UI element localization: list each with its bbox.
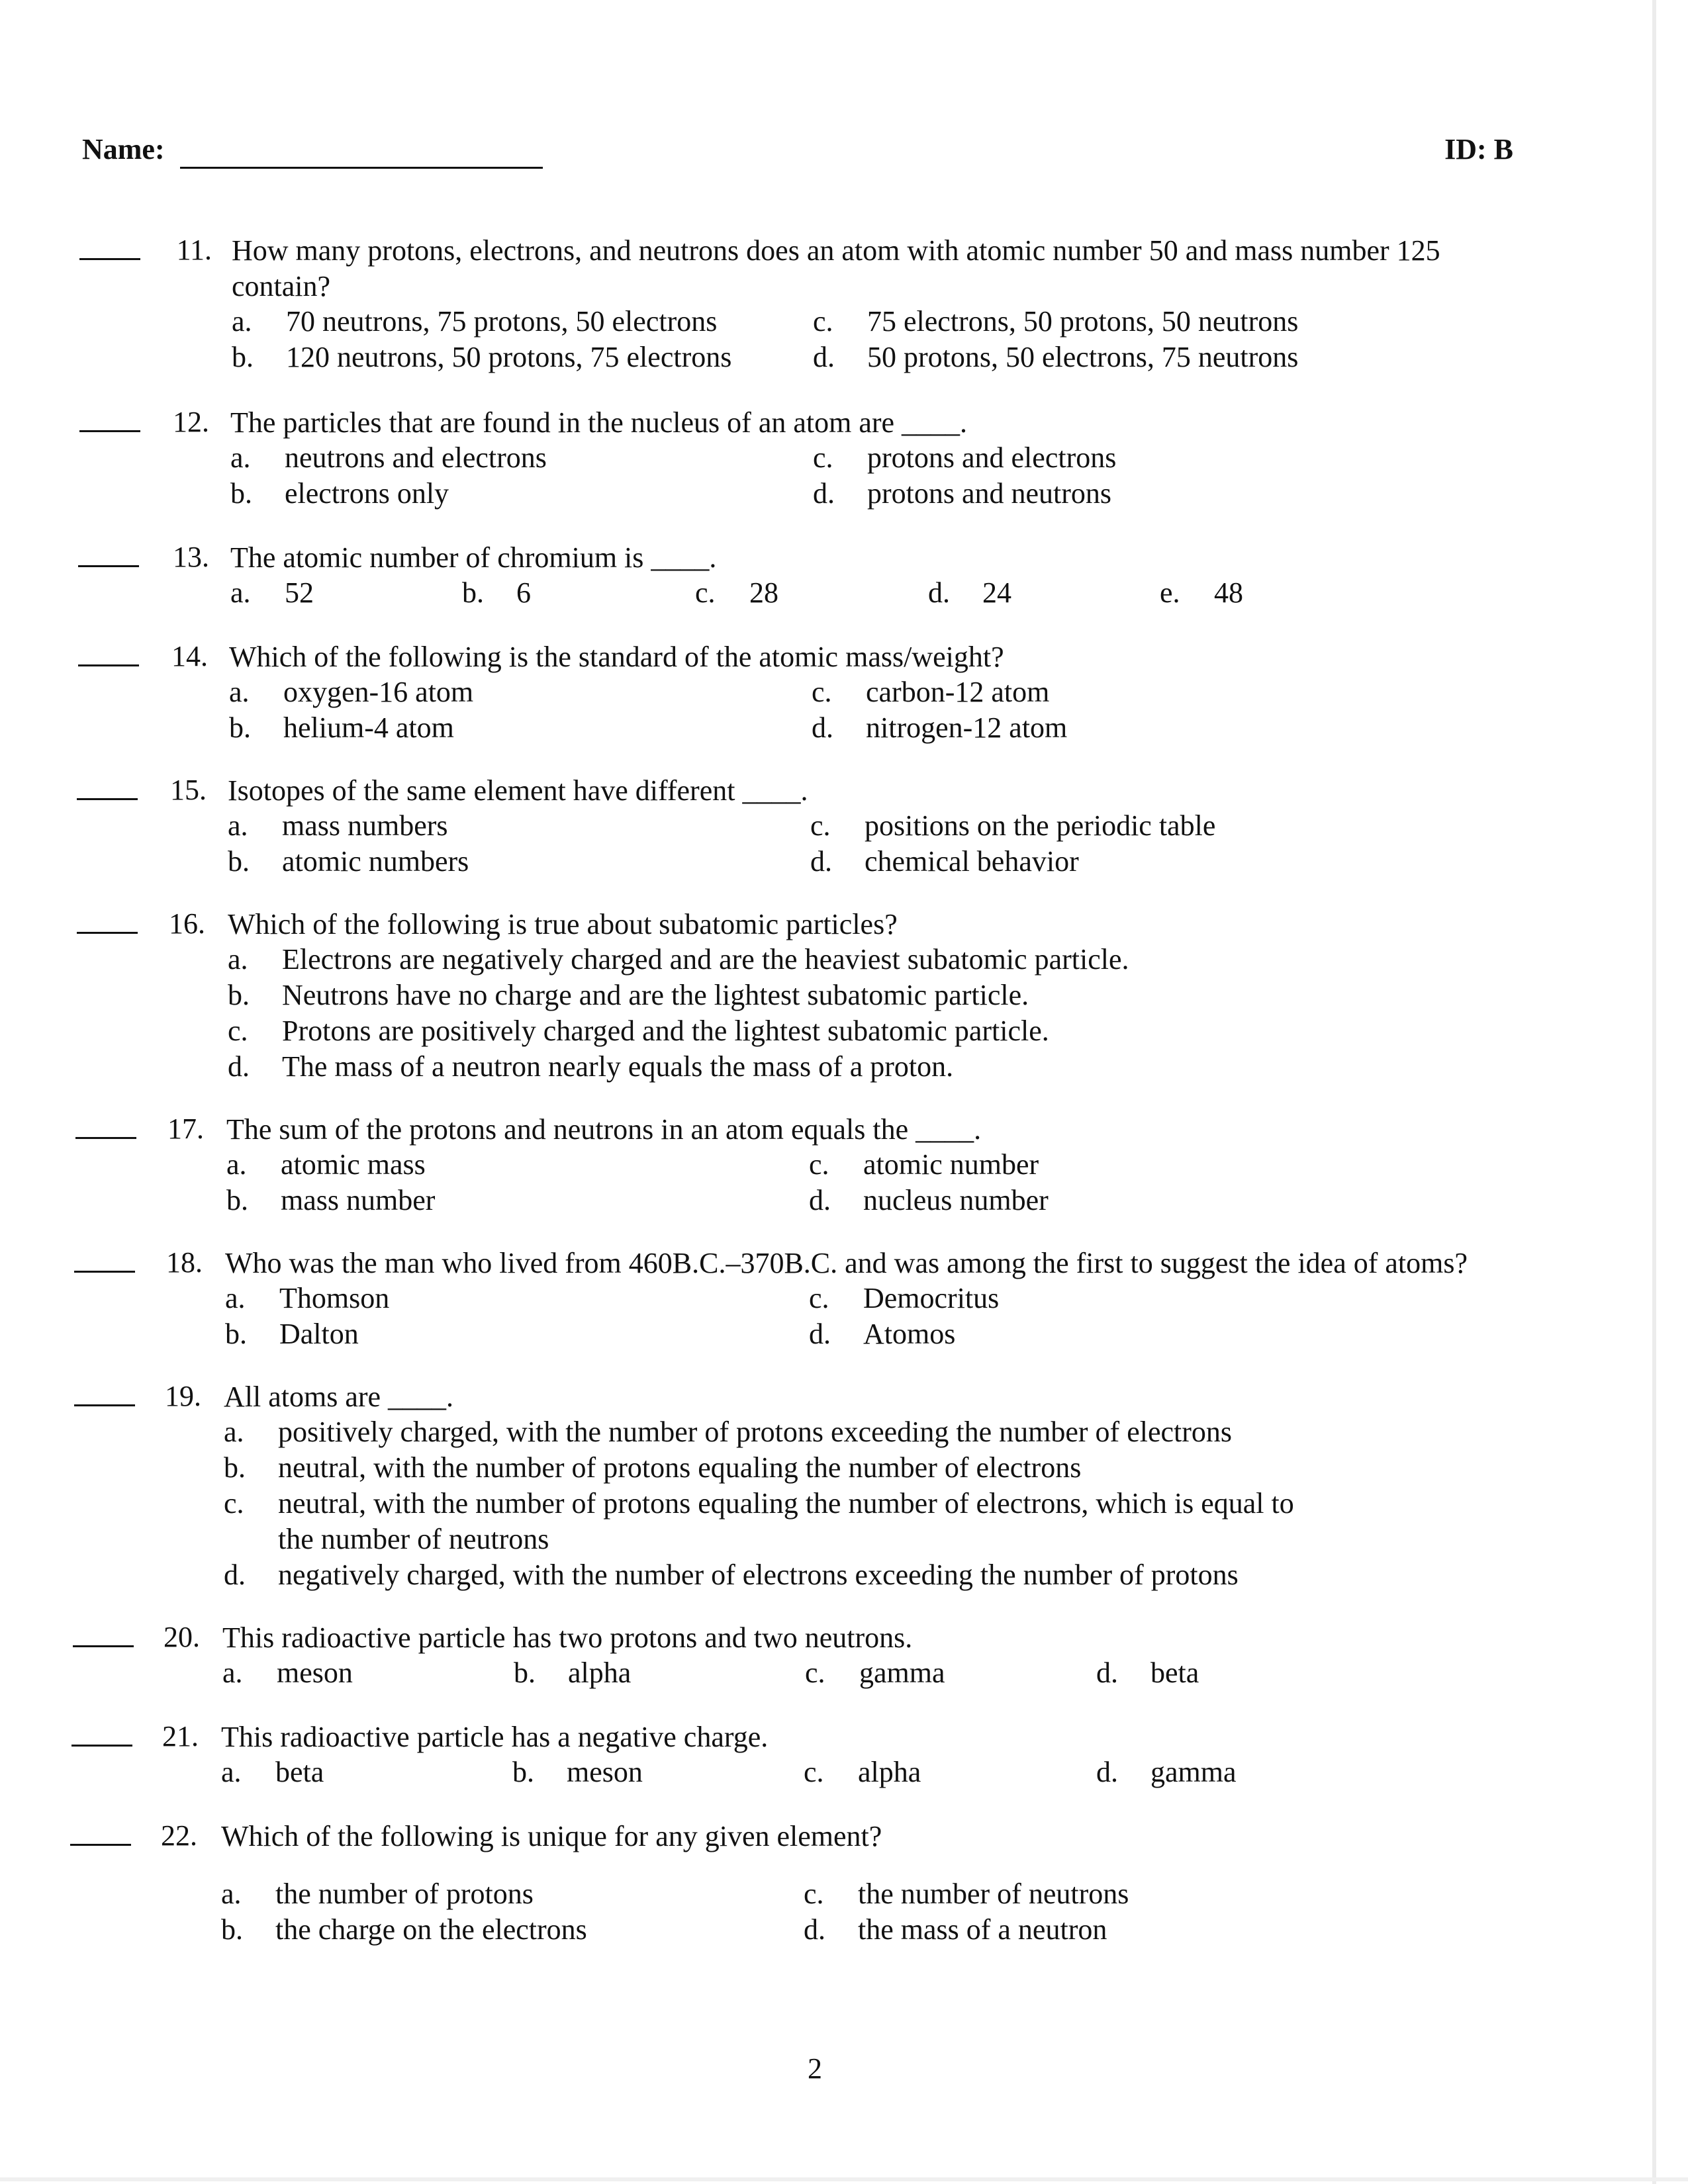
option-letter: a.: [232, 305, 252, 338]
option-letter: a.: [225, 1282, 246, 1314]
answer-blank-11[interactable]: [79, 258, 140, 260]
option-letter: d.: [813, 477, 835, 510]
option-a: [224, 1415, 1232, 1449]
option-letter: a.: [230, 441, 251, 474]
option-letter: d.: [1096, 1756, 1118, 1788]
option-b: [225, 1317, 359, 1351]
option-c: [224, 1486, 1294, 1520]
option-text: neutrons and electrons: [285, 441, 547, 474]
option-d: [928, 576, 1011, 610]
option-letter: c.: [695, 576, 716, 609]
question-number: 12.: [173, 406, 209, 438]
option-letter: c.: [812, 676, 832, 708]
option-text: Protons are positively charged and the lightest subatomic particle.: [282, 1015, 1049, 1047]
question-number: 18.: [166, 1246, 203, 1279]
option-letter: a.: [226, 1148, 247, 1181]
option-text: positively charged, with the number of protons exceeding the number of electrons: [278, 1416, 1232, 1448]
option-d: [809, 1183, 1049, 1217]
option-a: [230, 441, 547, 475]
option-letter: b.: [230, 477, 252, 510]
option-letter: a.: [229, 676, 250, 708]
question-stem: How many protons, electrons, and neutrons does an atom with atomic number 50 and mass number 125 contain?: [232, 234, 1440, 302]
option-letter: d.: [804, 1913, 825, 1946]
option-text: 48: [1214, 576, 1243, 609]
question-stem: This radioactive particle has two protons and two neutrons.: [222, 1621, 913, 1654]
question-number: 15.: [170, 774, 207, 806]
option-letter: b.: [512, 1756, 534, 1788]
question-number: 22.: [161, 1819, 197, 1852]
question-number: 20.: [164, 1621, 200, 1653]
option-text: mass numbers: [282, 809, 448, 842]
option-a: [221, 1877, 534, 1911]
page-edge-shadow: [1652, 0, 1656, 2184]
option-text: Atomos: [863, 1318, 956, 1350]
option-text: atomic number: [863, 1148, 1039, 1181]
option-letter: b.: [225, 1318, 247, 1350]
option-text: neutral, with the number of protons equaling the number of electrons, which is equal to: [278, 1487, 1294, 1520]
option-b: [226, 1183, 435, 1217]
option-letter: b.: [229, 711, 251, 744]
option-letter: b.: [462, 576, 484, 609]
option-d: [809, 1317, 955, 1351]
name-field[interactable]: [180, 167, 543, 169]
option-text: oxygen-16 atom: [283, 676, 474, 708]
option-letter: c.: [224, 1487, 244, 1520]
option-letter: a.: [224, 1416, 244, 1448]
option-text: the number of protons: [275, 1878, 534, 1910]
option-a: [228, 809, 448, 842]
option-letter: a.: [228, 943, 248, 976]
option-text: meson: [567, 1756, 643, 1788]
option-b: [228, 844, 469, 878]
option-a: [221, 1755, 324, 1789]
option-text: atomic mass: [281, 1148, 426, 1181]
question-stem: The sum of the protons and neutrons in an atom equals the ____.: [226, 1113, 982, 1146]
option-letter: b.: [224, 1451, 246, 1484]
option-text: 52: [285, 576, 314, 609]
option-text: negatively charged, with the number of electrons exceeding the number of protons: [278, 1559, 1239, 1591]
option-letter: b.: [221, 1913, 243, 1946]
option-letter: a.: [230, 576, 251, 609]
question-stem: Which of the following is the standard of the atomic mass/weight?: [229, 641, 1004, 673]
option-text: chemical behavior: [865, 845, 1079, 878]
option-c: [804, 1755, 921, 1789]
page-bottom-edge: [0, 2177, 1688, 2181]
option-text: the number of neutrons: [858, 1878, 1129, 1910]
option-letter: c.: [810, 809, 831, 842]
question-stem: Which of the following is true about subatomic particles?: [228, 908, 898, 940]
option-d: [228, 1050, 953, 1083]
option-c: [695, 576, 778, 610]
option-text: 75 electrons, 50 protons, 50 neutrons: [867, 305, 1299, 338]
option-c-continued: [224, 1522, 549, 1556]
option-c: [809, 1281, 999, 1315]
option-text: alpha: [858, 1756, 921, 1788]
option-b: [512, 1755, 643, 1789]
option-text: neutral, with the number of protons equaling the number of electrons: [278, 1451, 1082, 1484]
option-c: [813, 304, 1298, 338]
option-text: the number of neutrons: [278, 1523, 549, 1555]
option-d: [1096, 1656, 1199, 1690]
option-text: Neutrons have no charge and are the lightest subatomic particle.: [282, 979, 1029, 1011]
option-d: [224, 1558, 1239, 1592]
option-text: gamma: [859, 1657, 945, 1689]
option-letter: c.: [228, 1015, 248, 1047]
option-letter: b.: [228, 845, 250, 878]
option-letter: c.: [813, 305, 833, 338]
name-label: Name:: [82, 133, 165, 165]
option-c: [810, 809, 1215, 842]
option-a: [225, 1281, 389, 1315]
option-letter: a.: [221, 1878, 242, 1910]
option-letter: a.: [222, 1657, 243, 1689]
option-text: protons and neutrons: [867, 477, 1112, 510]
option-letter: c.: [805, 1657, 825, 1689]
option-text: the mass of a neutron: [858, 1913, 1107, 1946]
option-a: [222, 1656, 353, 1690]
option-letter: c.: [809, 1282, 829, 1314]
option-text: electrons only: [285, 477, 449, 510]
option-a: [230, 576, 314, 610]
option-text: atomic numbers: [282, 845, 469, 878]
question-stem: This radioactive particle has a negative charge.: [221, 1721, 769, 1753]
question-stem: Which of the following is unique for any given element?: [221, 1820, 882, 1852]
option-e: [1160, 576, 1243, 610]
option-text: Thomson: [279, 1282, 390, 1314]
question-number: 16.: [169, 907, 205, 940]
question-number: 14.: [171, 640, 208, 672]
option-letter: b.: [226, 1184, 248, 1216]
option-a: [232, 304, 717, 338]
option-letter: d.: [810, 845, 832, 878]
option-d: [804, 1913, 1107, 1946]
option-text: 28: [749, 576, 778, 609]
option-a: [229, 675, 473, 709]
question-number: 13.: [173, 541, 209, 573]
option-letter: b.: [228, 979, 250, 1011]
option-text: protons and electrons: [867, 441, 1117, 474]
option-text: 70 neutrons, 75 protons, 50 electrons: [286, 305, 718, 338]
option-d: [813, 340, 1298, 374]
option-letter: b.: [232, 341, 254, 373]
option-letter: d.: [812, 711, 833, 744]
option-letter: c.: [813, 441, 833, 474]
option-text: alpha: [568, 1657, 632, 1689]
option-c: [228, 1014, 1049, 1048]
option-letter: c.: [809, 1148, 829, 1181]
option-d: [1096, 1755, 1237, 1789]
option-letter: c.: [804, 1878, 824, 1910]
test-id: ID: B: [1444, 133, 1513, 165]
option-text: 50 protons, 50 electrons, 75 neutrons: [867, 341, 1299, 373]
option-b: [224, 1451, 1081, 1484]
option-text: 24: [982, 576, 1011, 609]
option-b: [232, 340, 731, 374]
option-b: [230, 477, 449, 510]
option-text: nitrogen-12 atom: [866, 711, 1068, 744]
option-letter: b.: [514, 1657, 536, 1689]
option-text: meson: [277, 1657, 353, 1689]
option-a: [226, 1148, 426, 1181]
option-letter: d.: [224, 1559, 246, 1591]
option-b: [228, 978, 1029, 1012]
option-letter: e.: [1160, 576, 1180, 609]
option-a: [228, 942, 1129, 976]
option-d: [813, 477, 1111, 510]
option-c: [813, 441, 1116, 475]
option-text: 6: [516, 576, 531, 609]
option-letter: d.: [809, 1184, 831, 1216]
option-letter: d.: [1096, 1657, 1118, 1689]
option-text: the charge on the electrons: [275, 1913, 587, 1946]
option-b: [514, 1656, 631, 1690]
option-b: [229, 711, 454, 745]
option-c: [805, 1656, 945, 1690]
option-c: [812, 675, 1049, 709]
option-letter: a.: [228, 809, 248, 842]
option-letter: d.: [228, 1050, 250, 1083]
option-text: carbon-12 atom: [866, 676, 1050, 708]
question-number: 21.: [162, 1720, 199, 1752]
option-letter: d.: [928, 576, 950, 609]
option-b: [221, 1913, 587, 1946]
option-letter: a.: [221, 1756, 242, 1788]
question-stem: Isotopes of the same element have different ____.: [228, 774, 808, 807]
option-letter: d.: [813, 341, 835, 373]
page-number: 2: [808, 2052, 822, 2085]
option-text: beta: [275, 1756, 324, 1788]
option-text: gamma: [1150, 1756, 1237, 1788]
option-text: Dalton: [279, 1318, 359, 1350]
question-stem: The atomic number of chromium is ____.: [230, 541, 717, 574]
option-c: [809, 1148, 1039, 1181]
question-stem: Who was the man who lived from 460B.C.–370B.C. and was among the first to suggest the idea of atoms?: [225, 1247, 1468, 1279]
question-stem: The particles that are found in the nucleus of an atom are ____.: [230, 406, 968, 439]
option-d: [812, 711, 1067, 745]
question-number: 19.: [165, 1380, 201, 1412]
option-c: [804, 1877, 1129, 1911]
option-d: [810, 844, 1079, 878]
option-text: The mass of a neutron nearly equals the mass of a proton.: [282, 1050, 954, 1083]
option-text: 120 neutrons, 50 protons, 75 electrons: [286, 341, 732, 373]
option-text: nucleus number: [863, 1184, 1049, 1216]
option-text: mass number: [281, 1184, 436, 1216]
option-text: Electrons are negatively charged and are the heaviest subatomic particle.: [282, 943, 1129, 976]
question-number: 17.: [167, 1113, 204, 1145]
option-text: positions on the periodic table: [865, 809, 1216, 842]
option-b: [462, 576, 531, 610]
question-stem: All atoms are ____.: [224, 1381, 454, 1413]
option-text: Democritus: [863, 1282, 1000, 1314]
option-text: helium-4 atom: [283, 711, 454, 744]
option-text: beta: [1150, 1657, 1199, 1689]
option-letter: d.: [809, 1318, 831, 1350]
question-number: 11.: [176, 234, 212, 266]
option-letter: c.: [804, 1756, 824, 1788]
